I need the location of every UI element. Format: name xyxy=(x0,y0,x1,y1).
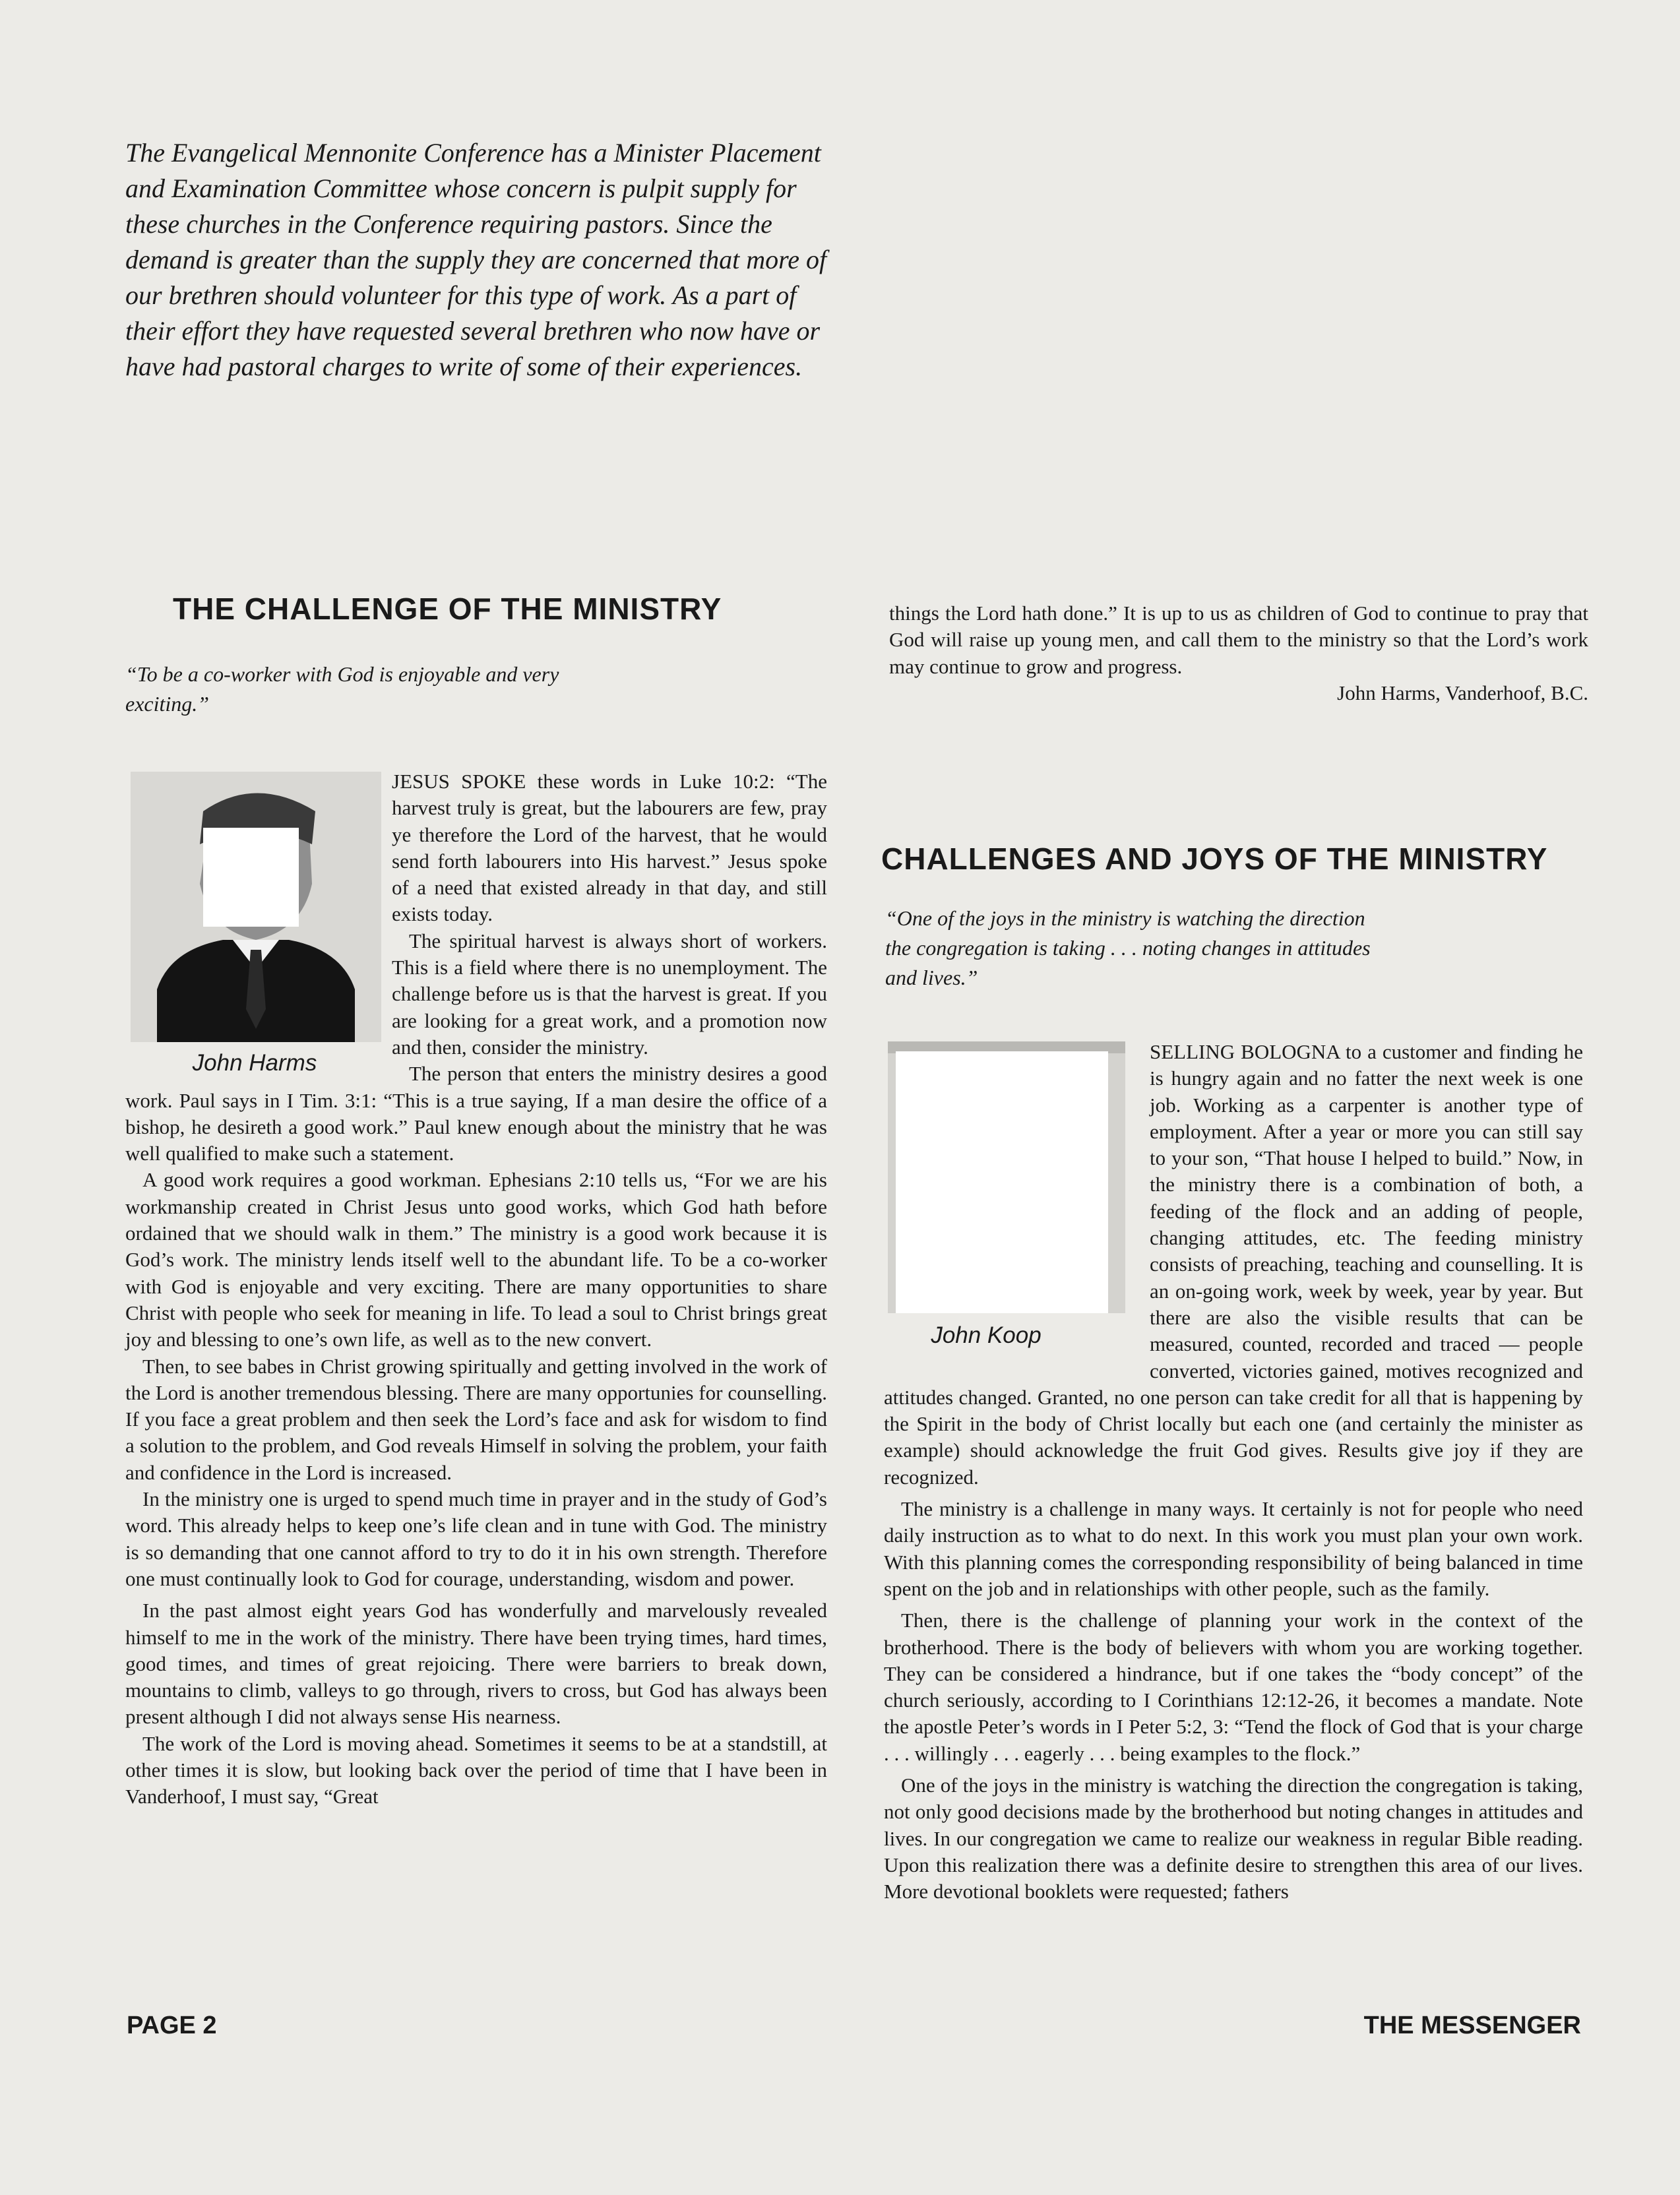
article1-signature: John Harms, Vanderhoof, B.C. xyxy=(1337,681,1588,704)
article1-photo-wrap xyxy=(125,768,384,1080)
article1-paragraph: The work of the Lord is moving ahead. Sometimes it seems to be at a standstill, at other times it is slow, but looking back over the period of time that I have been in Vanderhoof, I must say, “Great xyxy=(125,1731,827,1809)
john-harms-photo xyxy=(131,772,381,1042)
intro-paragraph: The Evangelical Mennonite Conference has a Minister Placement and Examination Committee whose concern is pulpit supply for these churches in the Conference requiring pastors. Since the demand is greater than the supply they are concerned that more of our brethren should volunteer for this type of work. As a part of their effort they have requested several brethren who now have or have had pastoral charges to write of some of their experiences. xyxy=(125,138,827,381)
article1-title: THE CHALLENGE OF THE MINISTRY xyxy=(173,592,722,626)
article1-paragraph: Then, to see babes in Christ growing spiritually and getting involved in the work of the Lord is another tremendous blessing. There are many opportunies for counselling. If you face a great problem and then seek the Lord’s face and ask for wisdom to find a solution to the problem, and God reveals Himself in solving the problem, your faith and confidence in the Lord is increased. xyxy=(125,1354,827,1484)
article1-body xyxy=(125,768,827,1810)
article2-body xyxy=(884,1039,1583,1905)
article2-photo-wrap xyxy=(884,1039,1143,1362)
redacted-face xyxy=(896,1051,1108,1313)
page-number: PAGE 2 xyxy=(127,2012,217,2039)
article2-title: CHALLENGES AND JOYS OF THE MINISTRY xyxy=(881,842,1548,876)
john-harms-caption: John Harms xyxy=(192,1050,317,1076)
john-koop-photo xyxy=(888,1041,1125,1313)
article2-paragraph: SELLING BOLOGNA to a customer and finding he is hungry again and no fatter the next week is one job. Working as a carpenter is another type of employment. After a year or more you can still say to your son, “That house I helped to build.” Now, in the ministry there is a combination of both, a feeding of the flock and an adding of people, changing attitudes, etc. The feeding ministry consists of preaching, teaching and counselling. It is an on-going work, week by week, year by year. But there are also the visible results that can be measured, counted, recorded and traced — people converted, victories gained, motives recognized and attitudes changed. Granted, no one person can take credit for all that is happening by the Spirit in the body of Christ locally but each one (and certainly the minister as example) should acknowledge the fruit God gives. Results give joy if they are recognized. xyxy=(884,1040,1583,1489)
article2-paragraph: The ministry is a challenge in many ways. It certainly is not for people who need daily instruction as to what to do next. In this work you must plan your own work. With this planning comes the corresponding responsibility of being balanced in time spent on the job and in relationships with other people, such as the family. xyxy=(884,1497,1583,1600)
john-koop-caption: John Koop xyxy=(931,1322,1042,1348)
redacted-face xyxy=(203,828,299,927)
article1-paragraph: In the ministry one is urged to spend much time in prayer and in the study of God’s word. This already helps to keep one’s life clean and in tune with God. The ministry is so demanding that one cannot afford to try to do it in his own strength. Therefore one must continually look to God for courage, understanding, wisdom and power. xyxy=(125,1487,827,1590)
article2-tagline: “One of the joys in the ministry is watching the direction the congregation is taking . . . noting changes in attitudes and lives.” xyxy=(885,906,1371,989)
publication-name: THE MESSENGER xyxy=(1363,2012,1581,2039)
article2-paragraph: Then, there is the challenge of planning your work in the context of the brotherhood. There is the body of believers with whom you are working together. They can be considered a hindrance, but if one takes the “body concept” of the church seriously, according to I Corinthians 12:12-26, it becomes a mandate. Note the apostle Peter’s words in I Peter 5:2, 3: “Tend the flock of God that is your charge . . . willingly . . . eagerly . . . being examples to the flock.” xyxy=(884,1609,1583,1765)
article1-paragraph: The person that enters the ministry desires a good work. Paul says in I Tim. 3:1: “This is a true saying, If a man desire the office of a bishop, he desireth a good work.” Paul knew enough about the ministry that he was well qualified to make such a statement. xyxy=(125,1062,827,1165)
article1-paragraph: In the past almost eight years God has wonderfully and marvelously revealed himself to me in the work of the ministry. There have been trying times, hard times, good times, and times of great rejoicing. There were barriers to break down, mountains to climb, valleys to go through, rivers to cross, but God has always been present although I did not always sense His nearness. xyxy=(125,1599,827,1729)
article1-paragraph: The spiritual harvest is always short of workers. This is a field where there is no unemployment. The challenge before us is that the harvest is great. If you are looking for a great work, and a promotion now and then, consider the ministry. xyxy=(392,929,827,1059)
article1-paragraph: JESUS SPOKE these words in Luke 10:2: “The harvest truly is great, but the labourers are few, pray ye therefore the Lord of the harvest, that he would send forth labourers into His harvest.” Jesus spoke of a need that existed already in that day, and still exists today. xyxy=(392,770,827,926)
article2-paragraph: One of the joys in the ministry is watching the direction the congregation is taking, not only good decisions made by the brotherhood but noting changes in attitudes and lives. In our congregation we came to realize our weakness in regular Bible reading. Upon this realization there was a definite desire to strengthen this area of our lives. More devotional booklets were requested; fathers xyxy=(884,1774,1583,1903)
article1-continuation-block xyxy=(889,600,1588,706)
article1-continuation: things the Lord hath done.” It is up to us as children of God to continue to pray that God will raise up young men, and call them to the ministry so that the Lord’s work may continue to grow and progress. xyxy=(889,602,1588,678)
article1-tagline: “To be a co-worker with God is enjoyable and very exciting.” xyxy=(125,662,559,716)
article1-paragraph: A good work requires a good workman. Ephesians 2:10 tells us, “For we are his workmanship created in Christ Jesus unto good works, which God hath before ordained that we should walk in them.” The ministry is a good work because it is God’s work. The ministry lends itself well to the abundant life. To be a co-worker with God is enjoyable and very exciting. There are many opportunities to share Christ with people who seek for meaning in life. To lead a soul to Christ brings great joy and blessing to one’s own life, as well as to the new convert. xyxy=(125,1168,827,1351)
